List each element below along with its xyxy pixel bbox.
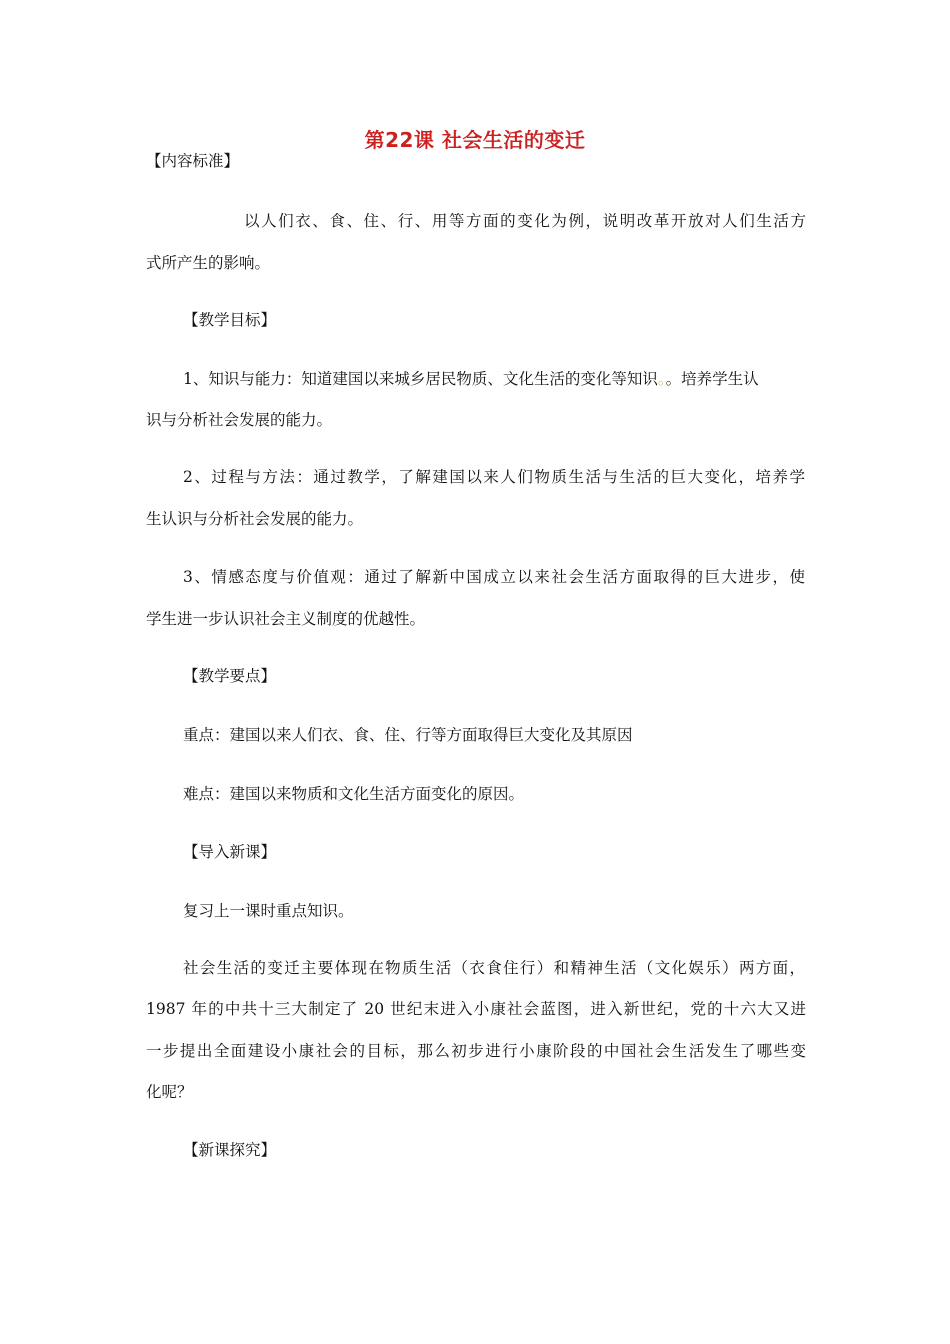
content-standard-heading: 【内容标准】 xyxy=(146,152,240,170)
introduction-review: 复习上一课时重点知识。 xyxy=(183,902,354,920)
key-points-heading: 【教学要点】 xyxy=(183,667,277,685)
goal-1-mark: 。 xyxy=(657,370,666,388)
introduction-heading: 【导入新课】 xyxy=(183,843,277,861)
goal-1-line-2: 识与分析社会发展的能力。 xyxy=(146,411,333,429)
goal-1-tail: 。培养学生认 xyxy=(665,370,759,388)
goal-1-text: 1、知识与能力：知道建国以来城乡居民物质、文化生活的变化等知识 xyxy=(183,370,658,388)
key-point-focus: 重点：建国以来人们衣、食、住、行等方面取得巨大变化及其原因 xyxy=(183,726,633,744)
teaching-goals-heading: 【教学目标】 xyxy=(183,311,277,329)
goal-2-line-2: 生认识与分析社会发展的能力。 xyxy=(146,510,364,528)
document-title: 第22课 社会生活的变迁 xyxy=(364,128,586,152)
introduction-paragraph-line-3: 一步提出全面建设小康社会的目标，那么初步进行小康阶段的中国社会生活发生了哪些变 xyxy=(146,1042,806,1060)
goal-2-line-1: 2、过程与方法：通过教学，了解建国以来人们物质生活与生活的巨大变化，培养学 xyxy=(183,468,805,486)
content-standard-line-1: 以人们衣、食、住、行、用等方面的变化为例，说明改革开放对人们生活方 xyxy=(244,212,806,230)
key-point-difficulty: 难点：建国以来物质和文化生活方面变化的原因。 xyxy=(183,785,525,803)
introduction-paragraph-line-4: 化呢？ xyxy=(146,1083,193,1101)
new-lesson-heading: 【新课探究】 xyxy=(183,1141,277,1159)
goal-3-line-2: 学生进一步认识社会主义制度的优越性。 xyxy=(146,610,426,628)
introduction-paragraph-line-2: 1987 年的中共十三大制定了 20 世纪末进入小康社会蓝图，进入新世纪，党的十六大又进 xyxy=(146,1000,806,1018)
goal-3-line-1: 3、情感态度与价值观：通过了解新中国成立以来社会生活方面取得的巨大进步，使 xyxy=(183,568,805,586)
introduction-paragraph-line-1: 社会生活的变迁主要体现在物质生活（衣食住行）和精神生活（文化娱乐）两方面， xyxy=(183,959,805,977)
content-standard-line-2: 式所产生的影响。 xyxy=(146,254,271,272)
goal-1-line-1 xyxy=(183,369,805,389)
